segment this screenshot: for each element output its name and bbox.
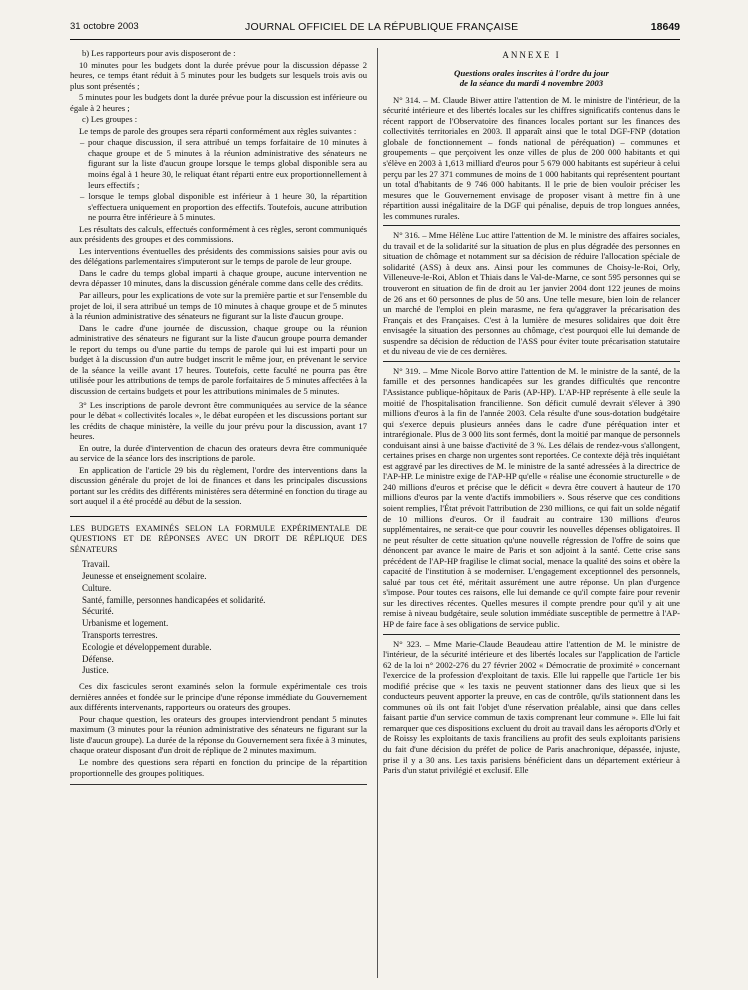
left-column	[70, 48, 367, 795]
left-paragraph: 5 minutes pour les budgets dont la durée prévue pour la discussion est inférieure ou égale à 2 heures ;	[70, 92, 367, 113]
left-paragraph: En application de l'article 29 bis du règlement, l'ordre des interventions dans la discussion générale du projet de loi de finances et dans les principales discussions portant sur les crédits des différents ministères sera déterminé en fonction du tirage au sort auquel il a été procédé au début de la session.	[70, 464, 367, 507]
left-paragraph: Dans le cadre du temps global imparti à chaque groupe, aucune intervention ne devra dépasser 10 minutes, dans la discussion générale comme dans celle des crédits.	[70, 267, 367, 289]
left-paragraph: Le nombre des questions sera réparti en fonction du principe de la répartition proportionnelle des groupes politiques.	[70, 756, 367, 778]
left-paragraph: b) Les rapporteurs pour avis disposeront de :	[82, 48, 236, 58]
budget-item: Santé, famille, personnes handicapées et solidarité.	[82, 594, 266, 605]
question-rule	[383, 634, 680, 635]
budget-list	[70, 559, 367, 677]
left-paragraph: Les résultats des calculs, effectués conformément à ces règles, seront communiqués aux présidents des groupes et des commissions.	[70, 223, 367, 245]
left-paragraph: Pour chaque question, les orateurs des groupes interviendront pendant 5 minutes maximum (3 minutes pour la réunion administrative des sénateurs ne figurant sur la liste d'aucun groupe). La durée de la réponse du Gouvernement sera fixée à 3 minutes, chaque orateur disposant d'un droit de réplique de 2 minutes maximum.	[70, 713, 367, 756]
left-paragraph: 3° Les inscriptions de parole devront être communiquées au service de la séance pour le débat « collectivités locales », le débat européen et les discussions portant sur les crédits de chaque ministère, la veille du jour prévu pour la discussion, avant 17 heures.	[70, 399, 367, 442]
questions-title	[383, 68, 680, 89]
column-divider	[377, 48, 378, 978]
section-rule	[70, 516, 367, 517]
question-paragraph: N° 323. – Mme Marie-Claude Beaudeau attire l'attention de M. le ministre de l'intérieur, de la sécurité intérieure et des libertés locales sur l'application de l'article 62 de la loi n° 2002-276 du 27 février 2002 « Démocratie de proximité » concernant l'exercice de la profession d'exploitant de taxis. Elle lui rappelle que l'article 1er bis modifié précise que « les taxis ne peuvent stationner dans des lieux que si les conducteurs peuvent apporter la preuve, en cas de contrôle, qu'ils stationnent dans les communes où ils ont fait l'objet d'une réservation préalable, ainsi que dans celles faisant partie d'un service commun de taxis comprenant leur commune ». Elle lui fait remarquer que ces dispositions excluent du droit au travail dans les aéroports d'Orly et de Roissy les exploitants de taxis franciliens au profit des seuls exploitants parisiens du fait d'une décision du préfet de police de Paris anachronique, dépassée, injuste, prise il y a 30 ans. Les taxis parisiens bénéficient dans un département extérieur à Paris d'un statut privilégié et exclusif. Elle	[383, 638, 680, 776]
budget-item: Culture.	[82, 582, 112, 593]
left-list-item: – lorsque le temps global disponible est inférieur à 1 heure 30, la répartition s'effectuera uniquement en proportion des effectifs. Toutefois, aucune attribution ne pourra être inférieure à 5 minutes.	[80, 191, 367, 223]
question-rule	[383, 225, 680, 226]
bottom-rule	[70, 784, 367, 785]
left-list-item: – pour chaque discussion, il sera attribué un temps forfaitaire de 10 minutes à chaque groupe et de 5 minutes à la réunion administrative des sénateurs ne figurant sur la liste d'aucun groupe lorsque le temps global disponible sera au moins égal à 1 heure 30, le reliquat étant réparti entre eux proportionnellement à leurs effectifs ;	[80, 137, 367, 190]
left-paragraph: c) Les groupes :	[82, 114, 138, 125]
questions-title-line: Questions orales inscrites à l'ordre du jour	[454, 67, 609, 78]
question-paragraph: N° 316. – Mme Hélène Luc attire l'attention de M. le ministre des affaires sociales, du travail et de la solidarité sur la situation de plus en plus dégradée des personnes en situation de chômage et notamment sur sa décision de réduire l'allocation spéciale de solidarité (ASS) à deux ans. Ainsi pour les communes de Choisy-le-Roi, Orly, Villeneuve-le-Roi, Ablon et Thiais dans le Val-de-Marne, ce sont 595 personnes qui se trouveront en situation de fin de droit au 1er janvier 2004 dont 122 jeunes de moins de 26 ans et 60 personnes de plus de 50 ans. Une telle mesure, bien loin de relancer un marché de l'emploi en plein marasme, ne fera qu'aggraver la précarisation des Français et des Françaises. C'est à la lumière de mesures solidaires que doit être envisagée la situation des personnes au chômage, c'est pourquoi elle lui demande de suspendre sa décision de réduction de l'ASS pour éviter toute précarisation statutaire et du niveau de vie de ces dernières.	[383, 230, 681, 357]
annex-heading: ANNEXE I	[502, 50, 561, 60]
budget-item: Sécurité.	[82, 606, 114, 617]
header-rule	[70, 39, 680, 40]
section-title: LES BUDGETS EXAMINÉS SELON LA FORMULE EXPÉRIMENTALE DE QUESTIONS ET DE RÉPONSES AVEC UN DROIT DE RÉPLIQUE DES SÉNATEURS	[70, 523, 367, 554]
budget-item: Urbanisme et logement.	[82, 618, 169, 629]
header-date: 31 octobre 2003	[70, 21, 139, 32]
question-paragraph: N° 314. – M. Claude Biwer attire l'attention de M. le ministre de l'intérieur, de la sécurité intérieure et des libertés locales sur les chiffres significatifs contenus dans le récent rapport de l'Observatoire des finances locales portant sur les finances des collectivités territoriales en 2003. Il apparaît ainsi que le total DGF-FNP (dotation globale de fonctionnement – fonds national de péréquation) – communes et groupements – que perçoivent les onze villes de plus de 200 000 habitants et qui s'élève en 2003 à 1,613 milliard d'euros pour 5 679 000 habitants est supérieur à celui perçu par les 27 371 communes de moins de 1 000 habitants qui représentent pourtant un total d'habitants de 9 746 000 habitants. Il le prie de bien vouloir préciser les mesures que le Gouvernement envisage de proposer visant à mettre fin à une répartition aussi inégalitaire de la DGF qui pénalise, depuis de trop longues années, les communes rurales.	[383, 94, 680, 221]
right-column	[383, 48, 680, 777]
left-paragraph: Dans le cadre d'une journée de discussion, chaque groupe ou la réunion administrative des sénateurs ne figurant sur la liste d'aucun groupe pourra demander le report du temps ou d'une partie du temps de parole qui lui est imparti pour un budget à la discussion d'un autre budget inscrit le même jour, en prévenant le service de la séance la veille avant 17 heures. Toutefois, cette faculté ne pourra pas être utilisée pour les attributions de temps de parole forfaitaires de 5 minutes affectées à la discussion de certains budgets et pour les attributions minimales de 5 minutes.	[70, 322, 367, 396]
budget-item: Transports terrestres.	[82, 629, 158, 640]
left-paragraph: 10 minutes pour les budgets dont la durée prévue pour la discussion dépasse 2 heures, ce temps étant réduit à 5 minutes pour les budgets sur lesquels trois avis ou plus sont présentés ;	[70, 59, 367, 91]
page-header	[70, 21, 680, 37]
budget-item: Ecologie et développement durable.	[82, 641, 212, 652]
budget-item: Travail.	[82, 559, 110, 570]
budget-item: Jeunesse et enseignement scolaire.	[82, 570, 207, 581]
left-paragraph: En outre, la durée d'intervention de chacun des orateurs devra être communiquée au service de la séance lors des inscriptions de parole.	[70, 442, 367, 464]
question-paragraph: N° 319. – Mme Nicole Borvo attire l'attention de M. le ministre de la santé, de la famille et des personnes handicapées sur les grandes difficultés que rencontre l'Assistance publique-hôpitaux de Paris (AP-HP). L'AP-HP représente à elle seule la moitié de l'hospitalisation francilienne. Son déficit cumulé devrait s'élever à 390 millions d'euros à la fin de l'année 2003. Cela résulte d'une sous-dotation budgétaire qui s'exerce depuis plusieurs années dans le cadre d'une péréquation inter et intrarégionale. Plus de 3 000 lits sont fermés, dont la moitié par manque de personnels conduisant ainsi à une baisse d'activité de 3 %. Les délais de rendez-vous s'allongent, certaines prises en charge non urgentes sont reportées. Ce contexte déjà très inquiétant est aggravé par les directives de M. le ministre de la santé adressées à la directrice de l'AP-HP. Le ministre exige de l'AP-HP qu'elle « réalise une économie structurelle » de 240 millions d'euros et précise que le déficit « devra être couvert à hauteur de 170 millions d'euros par la vente d'actifs immobiliers ». Sous réserve que ces conditions soient remplies, l'État prévoit l'attribution de 230 millions, ce qui fait un solde négatif de 10 millions d'euros. Or il faudrait au contraire 130 millions d'euros supplémentaires, ne serait-ce que pour couvrir les nouvelles dépenses obligatoires. Il ne peut résulter de cette situation qu'une nouvelle régression de l'offre de soins que dénoncent par avance le maire de Paris et son adjoint à la santé. Cette crise sans précédent de l'AP-HP fragilise le climat social, menace la qualité des soins et obère la capacité de l'institution à se moderniser. L'engagement exceptionnel des personnels, salué par tous cet été, méritait assurément une autre réponse. Un plan d'urgence s'impose. Pour toutes ces raisons, elle lui demande ce qu'il compte faire pour revenir sur les directives récentes. Quelles mesures il compte prendre pour qu'il y ait une remise à niveau budgétaire, seule solution immédiate susceptible de permettre à l'AP-HP de faire face à ses obligations de service public.	[383, 365, 680, 629]
budget-item: Justice.	[82, 665, 109, 676]
budget-item: Défense.	[82, 653, 114, 664]
questions-title-line: de la séance du mardi 4 novembre 2003	[459, 78, 604, 89]
left-paragraph: Ces dix fascicules seront examinés selon la formule expérimentale ces trois dernières années et fondée sur le principe d'une réponse immédiate du Gouvernement aux différents intervenants, rapporteurs ou orateurs des groupes.	[70, 681, 367, 713]
question-rule	[383, 361, 680, 362]
left-paragraph: Les interventions éventuelles des présidents des commissions saisies pour avis ou des délégations parlementaires s'imputeront sur le temps de parole de leur groupe.	[70, 245, 367, 267]
left-paragraph: Par ailleurs, pour les explications de vote sur la première partie et sur l'ensemble du projet de loi, il sera attribué un temps de 10 minutes à chaque groupe et de 5 minutes à la réunion administrative des sénateurs ne figurant sur la liste d'aucun groupe.	[70, 290, 367, 322]
header-page-number: 18649	[650, 21, 680, 33]
header-title: JOURNAL OFFICIEL DE LA RÉPUBLIQUE FRANÇAISE	[245, 21, 519, 33]
left-paragraph: Le temps de parole des groupes sera réparti conformément aux règles suivantes :	[79, 125, 357, 136]
